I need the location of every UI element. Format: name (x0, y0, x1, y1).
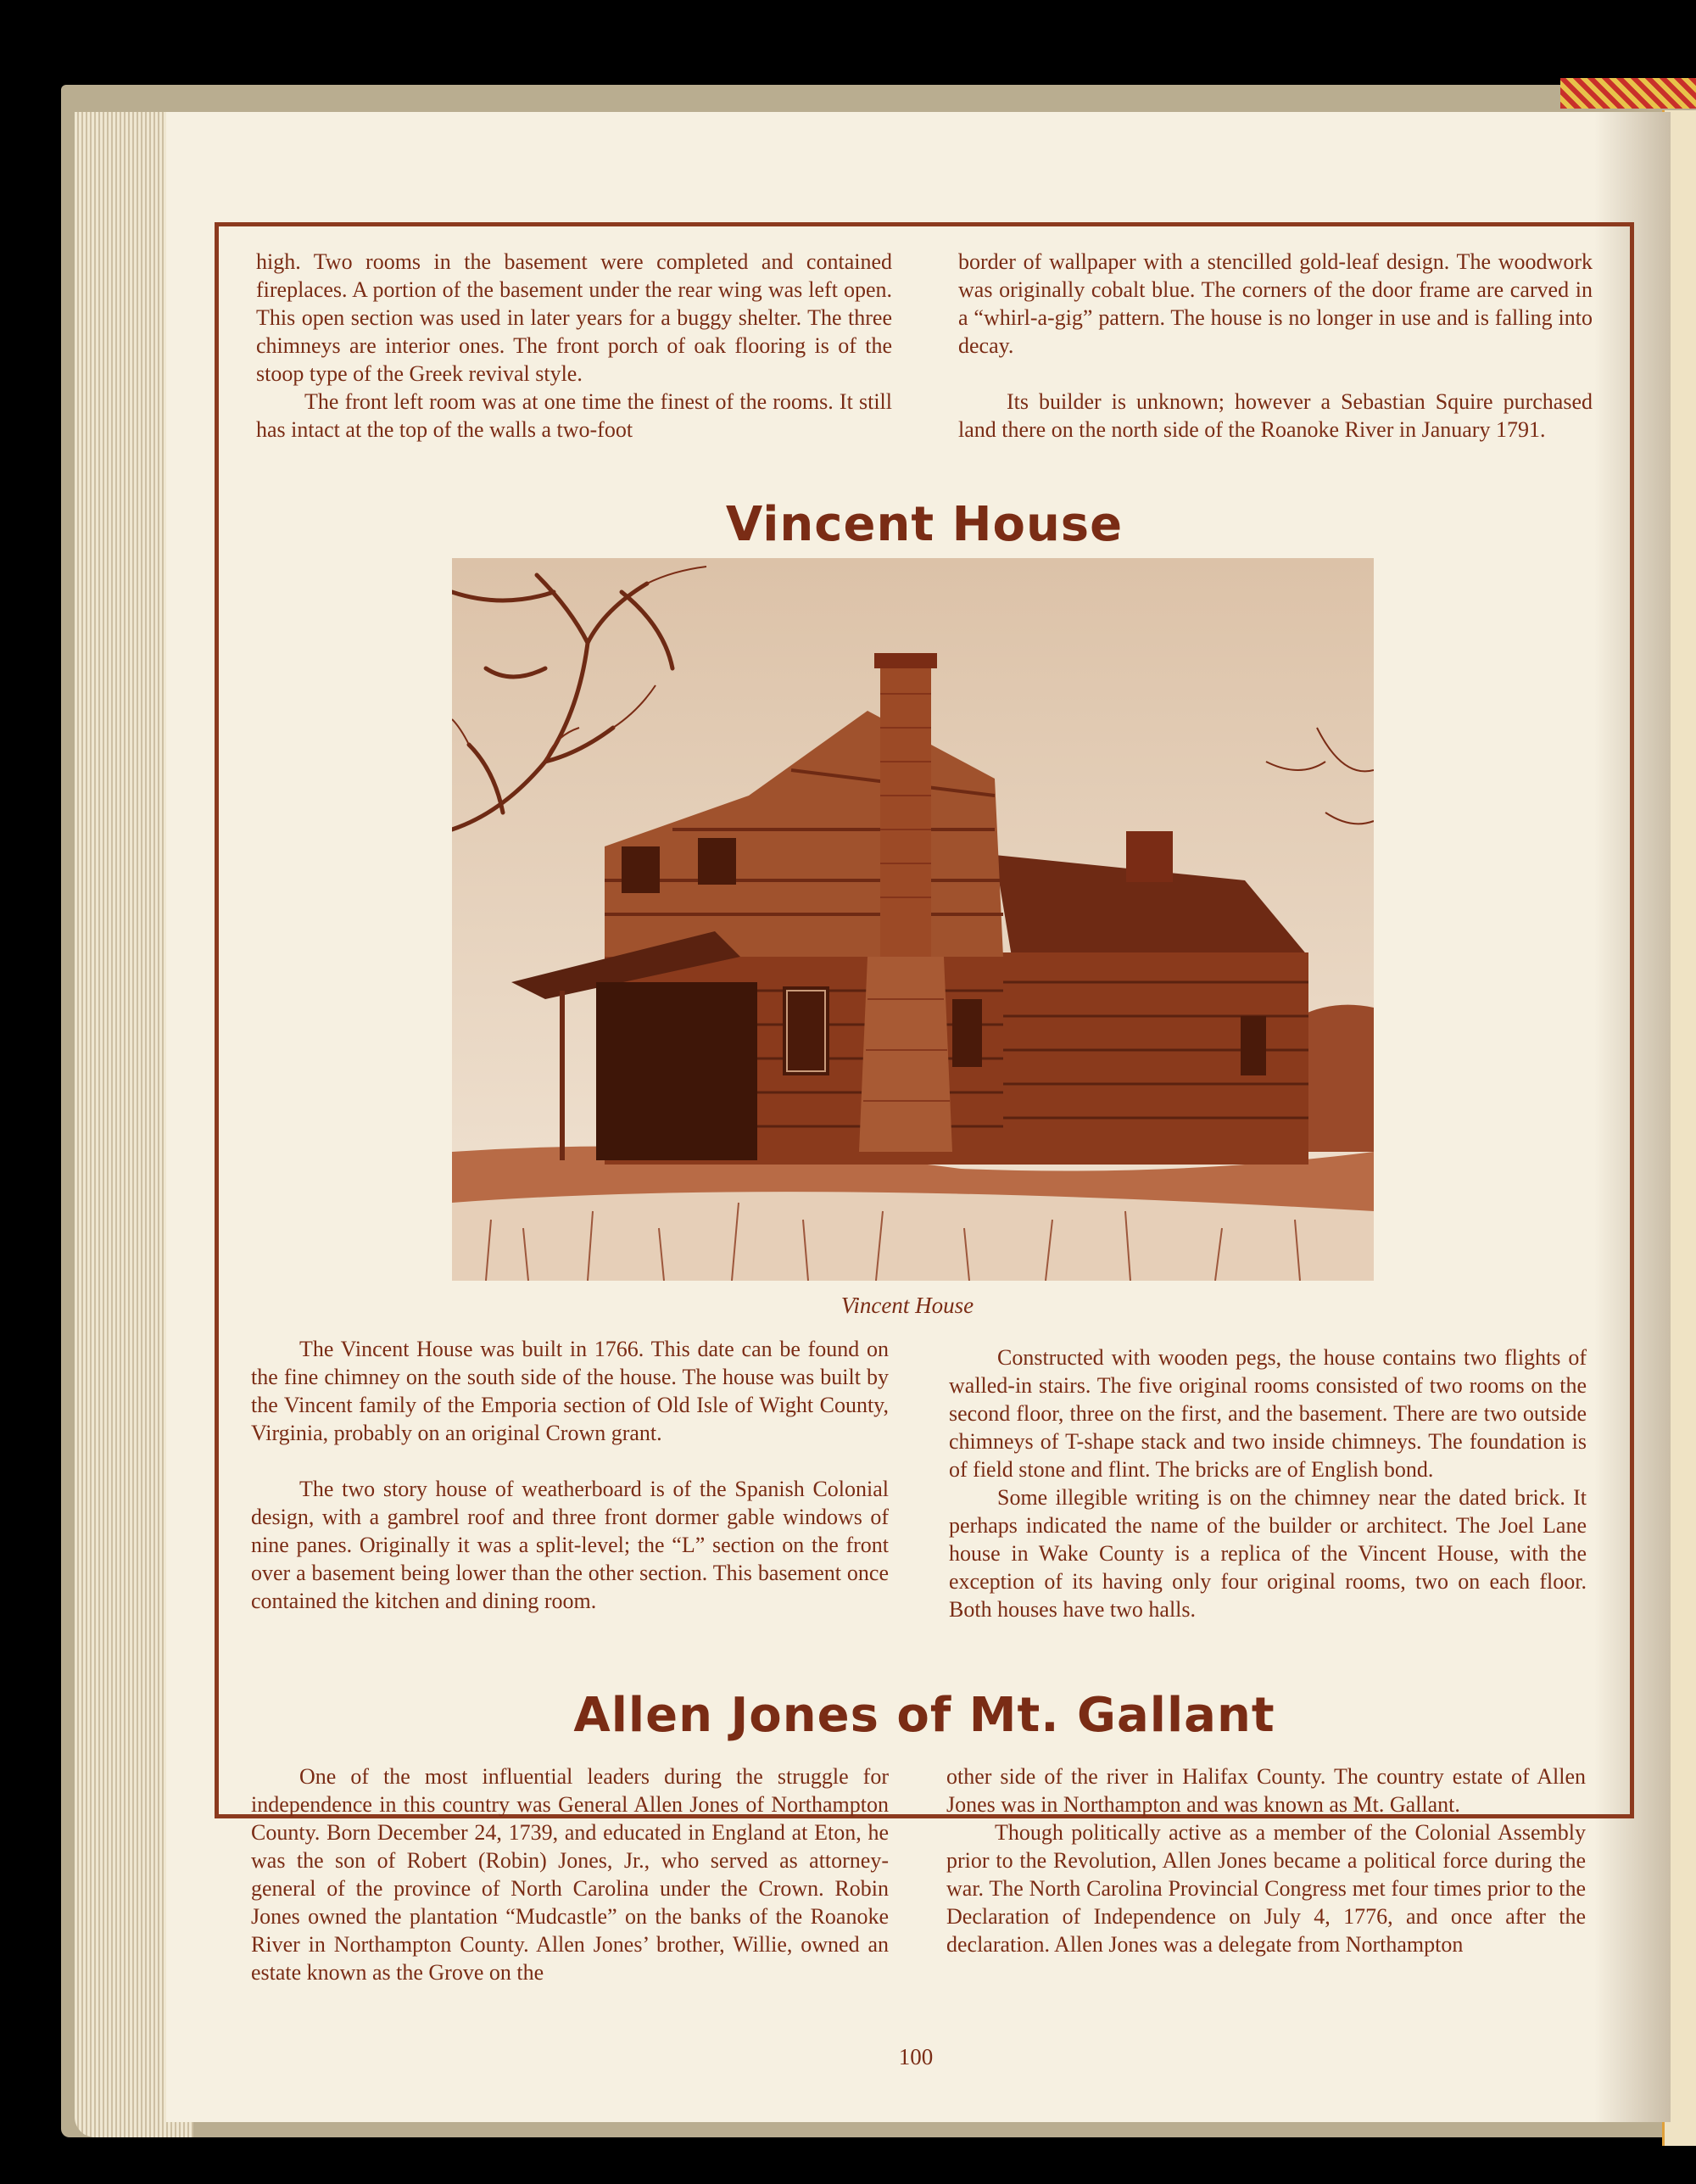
headband (1560, 78, 1696, 109)
top-right-column (958, 248, 1593, 444)
paragraph: border of wallpaper with a stencilled gold-leaf design. The woodwork was originally cobalt blue. The corners of the door frame are carved in a “whirl-a-gig” pattern. The house is no longer in use and is falling into decay. (958, 249, 1593, 358)
paragraph: Though politically active as a member of the Colonial Assembly prior to the Revolution, Allen Jones became a political force during the war. The North Carolina Provincial Congress met four times prior to the Declaration of Independence on July 4, 1776, and once after the declaration. Allen Jones was a delegate from Northampton (946, 1820, 1586, 1957)
allen-left-column (251, 1762, 889, 1986)
photo-caption: Vincent House (840, 1293, 974, 1318)
paragraph: Its builder is unknown; however a Sebastian Squire purchased land there on the north side of the Roanoke River in January 1791. (958, 389, 1593, 442)
allen-right-column (946, 1762, 1586, 1958)
paragraph: high. Two rooms in the basement were completed and contained fireplaces. A portion of the basement under the rear wing was left open. This open section was used in later years for a buggy shelter. The three chimneys are interior ones. The front porch of oak flooring is of the stoop type of the Greek revival style. (256, 249, 892, 386)
vincent-right-column (949, 1343, 1587, 1623)
vincent-left-column (251, 1335, 889, 1615)
paragraph: One of the most influential leaders during the struggle for independence in this country was General Allen Jones of Northampton County. Born December 24, 1739, and educated in England at Eton, he was the son of Robert (Robin) Jones, Jr., who served as attorney-general of the province of North Carolina under the Crown. Robin Jones owned the plantation “Mudcastle” on the banks of the Roanoke River in Northampton County. Allen Jones’ brother, Willie, owned an estate known as the Grove on the (251, 1764, 889, 1985)
paragraph: The Vincent House was built in 1766. This date can be found on the fine chimney on the south side of the house. The house was built by the Vincent family of the Emporia section of Old Isle of Wight County, Virginia, probably on an original Crown grant. (251, 1337, 889, 1445)
paragraph: Some illegible writing is on the chimney near the dated brick. It perhaps indicated the name of the builder or architect. The Joel Lane house in Wake County is a replica of the Vincent House, with the exception of its having only four original rooms, two on each floor. Both houses have two halls. (949, 1485, 1587, 1622)
paragraph: Constructed with wooden pegs, the house contains two flights of walled-in stairs. The five original rooms consisted of two rooms on the second floor, three on the first, and the basement. There are two outside chimneys of T-shape stack and two inside chimneys. The foundation is of field stone and flint. The bricks are of English bond. (949, 1345, 1587, 1482)
paragraph: The two story house of weatherboard is of the Spanish Colonial design, with a gambrel roof and three front dormer gable windows of nine panes. Originally it was a split-level; the “L” section on the front over a basement being lower than the other section. This basement once contained the kitchen and dining room. (251, 1477, 889, 1613)
section-heading-allen-jones: Allen Jones of Mt. Gallant (573, 1688, 1275, 1743)
paragraph: The front left room was at one time the finest of the rooms. It still has intact at the top of the walls a two-foot (256, 389, 892, 442)
section-heading-vincent-house: Vincent House (725, 497, 1124, 552)
house-photo-illustration (452, 558, 1374, 1281)
page-number: 100 (898, 2044, 934, 2069)
paragraph: other side of the river in Halifax County. The country estate of Allen Jones was in Northampton and was known as Mt. Gallant. (946, 1764, 1586, 1817)
top-left-column (256, 248, 892, 444)
vincent-house-photo (452, 558, 1374, 1281)
